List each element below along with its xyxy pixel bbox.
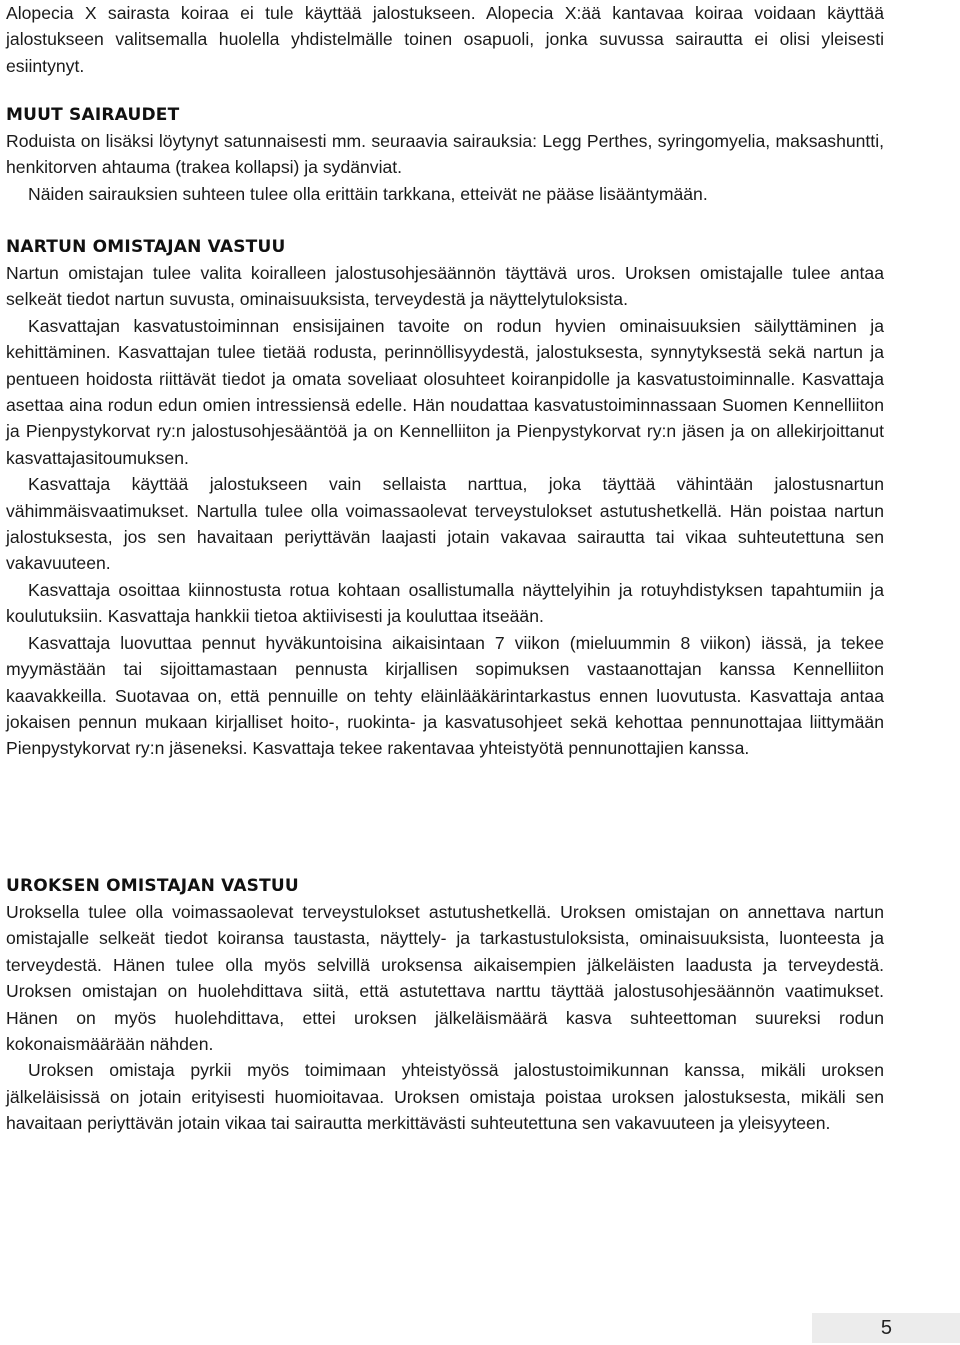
paragraph: Roduista on lisäksi löytynyt satunnaisesti mm. seuraavia sairauksia: Legg Perthes, syringomyelia, maksashuntti, henkitorven ahtauma (trakea kollapsi) ja sydänviat. xyxy=(6,131,884,178)
section-uroksen-omistajan-vastuu xyxy=(6,873,884,1137)
paragraph: Uroksella tulee olla voimassaolevat terveystulokset astutushetkellä. Uroksen omistajan on annettava nartun omistajalle selkeät tiedot koiransa taustasta, näyttely- ja tarkastustuloksista, ominaisuuksista, luonteesta ja terveydestä. Hänen tulee olla myös selvillä uroksensa aikaisempien jälkeläisten laadusta ja terveydestä. Uroksen omistajan on huolehdittava siitä, että astutettava narttu täyttää jalostusohjesäännön vaatimukset. Hänen on myös huolehdittava, ettei uroksen jälkeläismäärä kasva suhteettoman suureksi rodun kokonaismäärään nähden. xyxy=(6,902,884,1055)
section-nartun-omistajan-vastuu xyxy=(6,234,884,762)
section-heading: NARTUN OMISTAJAN VASTUU xyxy=(6,237,286,257)
intro-section xyxy=(6,0,884,79)
section-muut-sairaudet xyxy=(6,102,884,207)
paragraph: Nartun omistajan tulee valita koiralleen jalostusohjesäännön täyttävä uros. Uroksen omistajalle tulee antaa selkeät tiedot nartun suvusta, ominaisuuksista, terveydestä ja näyttelytuloksista. xyxy=(6,263,884,310)
paragraph: Kasvattaja osoittaa kiinnostusta rotua kohtaan osallistumalla näyttelyihin ja rotuyhdistyksen tapahtumiin ja koulutuksiin. Kasvattaja hankkii tietoa aktiivisesti ja kouluttaa itseään. xyxy=(6,579,884,627)
paragraph: Uroksen omistaja pyrkii myös toimimaan yhteistyössä jalostustoimikunnan kanssa, mikäli uroksen jälkeläisissä on jotain erityisesti huomioitavaa. Uroksen omistaja poistaa uroksen jalostuksesta, mikäli sen havaitaan periyttävän jotain vikaa tai sairautta merkittävästi suhteutettuna sen vakavuuteen ja yleisyyteen. xyxy=(6,1060,884,1134)
intro-paragraph: Alopecia X sairasta koiraa ei tule käyttää jalostukseen. Alopecia X:ää kantavaa koiraa voidaan käyttää jalostukseen valitsemalla huolella yhdistelmälle toinen osapuoli, jonka suvussa sairautta ei olisi yleisesti esiintynyt. xyxy=(6,3,884,76)
section-heading: UROKSEN OMISTAJAN VASTUU xyxy=(6,876,299,896)
section-heading: MUUT SAIRAUDET xyxy=(6,105,180,125)
page-number: 5 xyxy=(880,1317,892,1339)
page-number-box xyxy=(812,1313,960,1343)
paragraph: Näiden sairauksien suhteen tulee olla erittäin tarkkana, etteivät ne pääse lisääntymään. xyxy=(28,183,708,204)
paragraph: Kasvattajan kasvatustoiminnan ensisijainen tavoite on rodun hyvien ominaisuuksien säilyttäminen ja kehittäminen. Kasvattajan tulee tietää rodusta, perinnöllisyydestä, jalostuksesta, synnytyksestä sekä nartun ja pentueen hoidosta riittävät tiedot ja omata soveliaat olosuhteet koiranpidolle ja kasvatustoiminnalle. Kasvattaja asettaa aina rodun edun omien intressiensä edelle. Hän noudattaa kasvatustoiminnassaan Suomen Kennelliiton ja Pienpystykorvat ry:n jalostusohjesääntöä ja on Kennelliiton ja Pienpystykorvat ry:n jäsen ja on allekirjoittanut kasvattajasitoumuksen. xyxy=(6,315,884,468)
paragraph: Kasvattaja käyttää jalostukseen vain sellaista narttua, joka täyttää vähintään jalostusnartun vähimmäisvaatimukset. Nartulla tulee olla voimassaolevat terveystulokset astutushetkellä. Hän poistaa nartun jalostuksesta, jos sen havaitaan periyttävän laajasti jotain vakavaa sairautta tai vikaa suhteutettuna sen vakavuuteen. xyxy=(6,474,884,574)
paragraph: Kasvattaja luovuttaa pennut hyväkuntoisina aikaisintaan 7 viikon (mieluummin 8 viikon) iässä, ja tekee myymästään tai sijoittamastaan pennusta kirjallisen sopimuksen vastaanottajan kanssa Kennelliiton kaavakkeilla. Suotavaa on, että pennuille on tehty eläinlääkärintarkastus ennen luovutusta. Kasvattaja antaa jokaisen pennun mukaan kirjalliset hoito-, ruokinta- ja kasvatusohjeet sekä kehottaa pennunottajaa liittymään Pienpystykorvat ry:n jäseneksi. Kasvattaja tekee rakentavaa yhteistyötä pennunottajien kanssa. xyxy=(6,632,884,759)
